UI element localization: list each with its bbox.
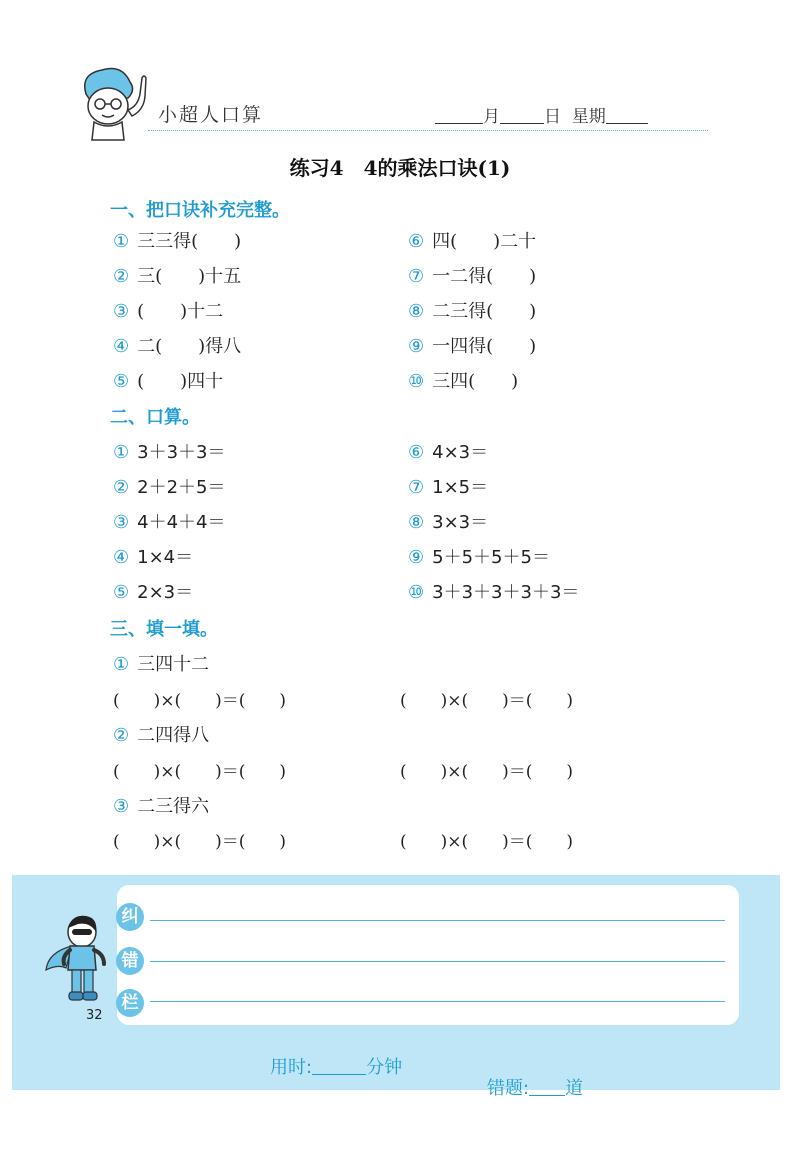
section3-title: 三、填一填。 — [110, 619, 218, 640]
header-divider — [148, 130, 708, 131]
list-item: ② 三( )十五 — [113, 266, 242, 287]
correction-line[interactable] — [150, 961, 725, 962]
list-item: ① 三四十二 — [113, 654, 210, 675]
list-item: ④ 1×4＝ — [113, 547, 194, 568]
page-number: 32 — [86, 1008, 103, 1023]
list-item: ③ 4＋4＋4＝ — [113, 512, 226, 533]
book-title: 小超人口算 — [158, 104, 264, 126]
superhero-mascot-icon — [42, 912, 114, 1004]
correction-card — [117, 885, 739, 1025]
correction-badge: 错 — [116, 947, 144, 975]
equation-blank[interactable]: ( )×( )＝( ) — [113, 832, 287, 852]
list-item: ③ ( )十二 — [113, 301, 224, 322]
footer-stats — [0, 1032, 800, 1099]
list-item: ⑨ 5＋5＋5＋5＝ — [408, 547, 550, 568]
month-blank[interactable] — [435, 107, 483, 124]
exercise-title: 练习4 4的乘法口诀(1) — [289, 156, 511, 180]
correction-line[interactable] — [150, 1001, 725, 1002]
list-item: ⑦ 一二得( ) — [408, 266, 537, 287]
list-item: ⑥ 四( )二十 — [408, 231, 537, 252]
list-item: ⑦ 1×5＝ — [408, 477, 489, 498]
correction-line[interactable] — [150, 920, 725, 921]
time-blank[interactable] — [312, 1058, 366, 1075]
time-label: 用时: — [270, 1057, 313, 1078]
errors-blank[interactable] — [529, 1079, 565, 1096]
date-line — [435, 102, 648, 127]
list-item: ① 3＋3＋3＝ — [113, 442, 226, 463]
errors-unit: 道 — [565, 1078, 584, 1099]
list-item: ⑤ 2×3＝ — [113, 582, 194, 603]
list-item: ③ 二三得六 — [113, 796, 210, 817]
month-label: 月 — [483, 107, 500, 127]
correction-badge: 纠 — [116, 903, 144, 931]
section2-title: 二、口算。 — [110, 407, 200, 428]
list-item: ⑧ 二三得( ) — [408, 301, 537, 322]
equation-blank[interactable]: ( )×( )＝( ) — [400, 832, 574, 852]
list-item: ⑧ 3×3＝ — [408, 512, 489, 533]
day-label: 日 — [544, 107, 561, 127]
list-item: ② 二四得八 — [113, 725, 210, 746]
equation-blank[interactable]: ( )×( )＝( ) — [400, 762, 574, 782]
list-item: ④ 二( )得八 — [113, 336, 242, 357]
equation-blank[interactable]: ( )×( )＝( ) — [113, 762, 287, 782]
errors-label: 错题: — [487, 1078, 530, 1099]
day-blank[interactable] — [500, 107, 544, 124]
list-item: ⑤ ( )四十 — [113, 371, 224, 392]
list-item: ② 2＋2＋5＝ — [113, 477, 226, 498]
weekday-blank[interactable] — [606, 107, 648, 124]
list-item: ⑩ 3＋3＋3＋3＋3＝ — [408, 582, 580, 603]
time-unit: 分钟 — [366, 1057, 403, 1078]
list-item: ⑩ 三四( ) — [408, 371, 519, 392]
weekday-label: 星期 — [571, 107, 606, 127]
equation-blank[interactable]: ( )×( )＝( ) — [113, 691, 287, 711]
correction-badge: 栏 — [116, 989, 144, 1017]
list-item: ⑨ 一四得( ) — [408, 336, 537, 357]
list-item: ① 三三得( ) — [113, 231, 242, 252]
section1-title: 一、把口诀补充完整。 — [110, 200, 290, 221]
mascot-logo-icon — [72, 64, 152, 142]
list-item: ⑥ 4×3＝ — [408, 442, 489, 463]
equation-blank[interactable]: ( )×( )＝( ) — [400, 691, 574, 711]
